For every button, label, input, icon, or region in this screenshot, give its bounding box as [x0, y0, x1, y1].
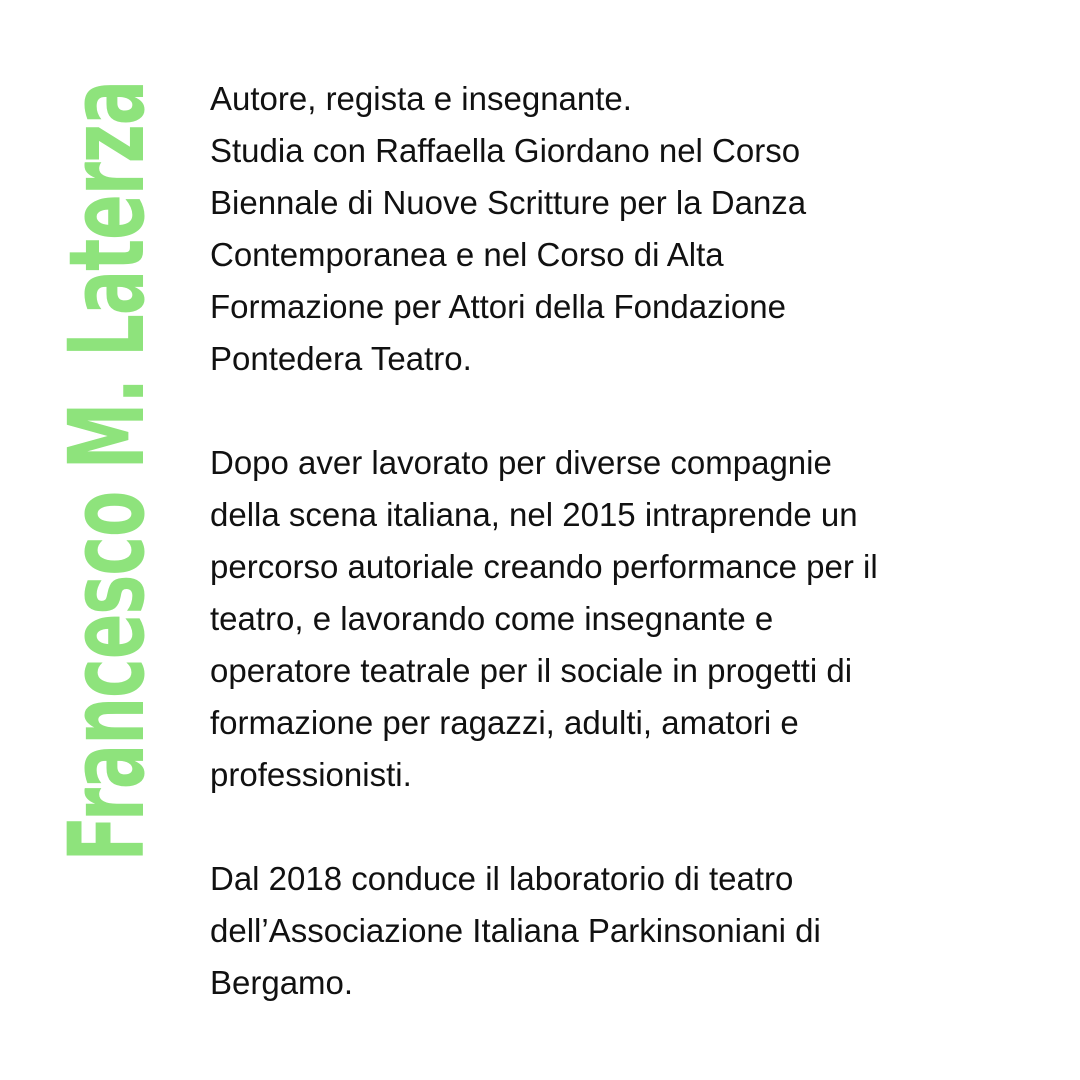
profile-name-text: Francesco M. Laterza	[46, 80, 168, 862]
bio-line: dell’Associazione Italiana Parkinsoniani di	[210, 912, 821, 949]
bio-line: Studia con Raffaella Giordano nel Corso	[210, 132, 801, 169]
bio-line: Dal 2018 conduce il laboratorio di teatro	[210, 860, 794, 897]
bio-paragraph-3	[210, 853, 990, 1009]
profile-name-container	[46, 76, 168, 866]
bio-line: percorso autoriale creando performance per il	[210, 548, 878, 585]
bio-line: Dopo aver lavorato per diverse compagnie	[210, 444, 832, 481]
profile-name	[46, 76, 168, 866]
bio-line: Pontedera Teatro.	[210, 340, 472, 377]
bio-line: formazione per ragazzi, adulti, amatori e	[210, 704, 799, 741]
bio-line: Formazione per Attori della Fondazione	[210, 288, 786, 325]
bio-line: Biennale di Nuove Scritture per la Danza	[210, 184, 807, 221]
bio-line: Bergamo.	[210, 964, 354, 1001]
bio-line: operatore teatrale per il sociale in progetti di	[210, 652, 853, 689]
bio-line: teatro, e lavorando come insegnante e	[210, 600, 774, 637]
bio-line: Contemporanea e nel Corso di Alta	[210, 236, 724, 273]
bio-paragraph-2	[210, 437, 990, 801]
biography	[210, 73, 990, 1009]
bio-line: della scena italiana, nel 2015 intraprende un	[210, 496, 858, 533]
bio-line: Autore, regista e insegnante.	[210, 80, 632, 117]
paragraph-spacer	[210, 385, 990, 437]
bio-paragraph-1	[210, 73, 990, 385]
bio-line: professionisti.	[210, 756, 412, 793]
paragraph-spacer	[210, 801, 990, 853]
